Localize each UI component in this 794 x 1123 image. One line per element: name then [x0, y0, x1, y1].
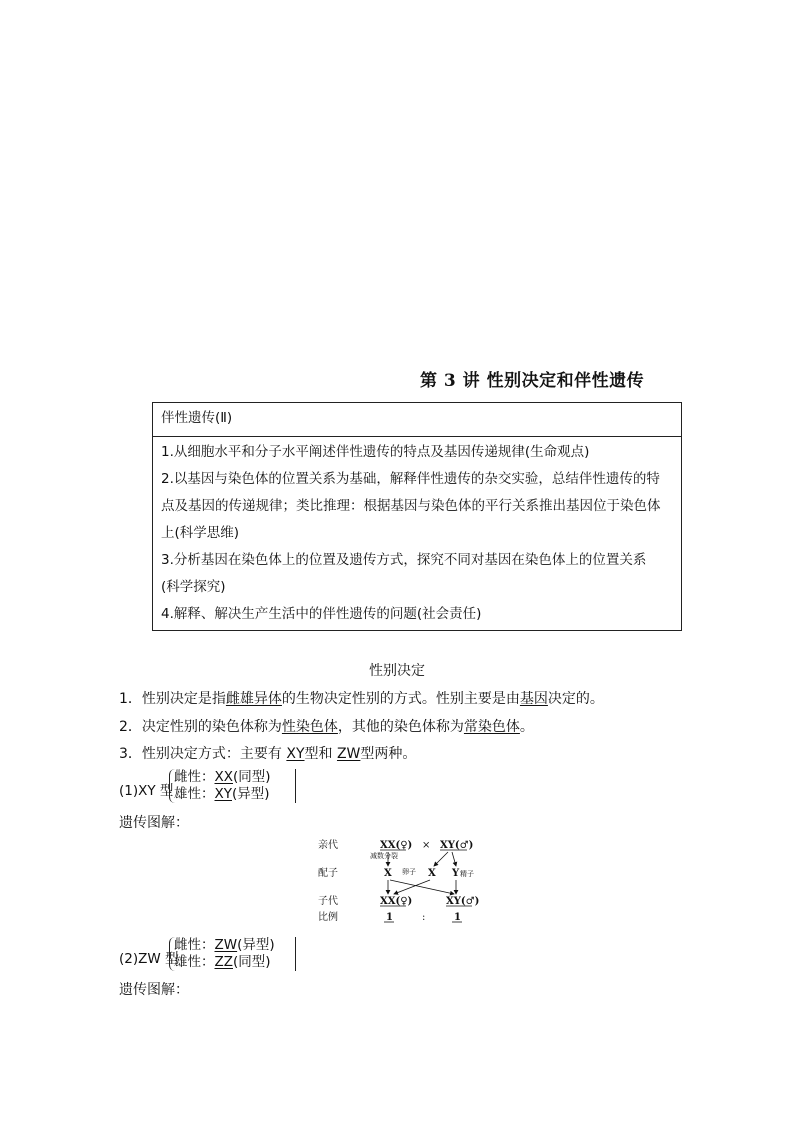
- xy-male: 雄性：XY(异型): [174, 786, 270, 802]
- zw-brace: [169, 937, 275, 971]
- ratio-a: 1: [386, 912, 393, 923]
- row-gamete: 配子: [318, 868, 338, 879]
- answer-blank: XY: [286, 746, 305, 762]
- objective-line: 1.从细胞水平和分子水平阐述伴性遗传的特点及基因传递规律(生命观点): [161, 444, 590, 460]
- diagram-label: 遗传图解：: [119, 982, 189, 998]
- page-title: 第 3 讲 性别决定和伴性遗传: [420, 371, 645, 391]
- section-title: 性别决定: [369, 663, 425, 679]
- gamete-x1: X: [384, 868, 392, 879]
- answer-blank: 性染色体: [281, 719, 338, 735]
- xy-label: (1)XY 型: [119, 783, 174, 799]
- text: 决定的。: [547, 691, 604, 707]
- sperm-label: 精子: [460, 870, 474, 878]
- xy-female: 雌性：XX(同型): [174, 769, 271, 785]
- answer-blank: 雌雄异体: [225, 691, 282, 707]
- objective-line: 4.解释、解决生产生活中的伴性遗传的问题(社会责任): [161, 606, 482, 622]
- objectives-header: 伴性遗传(Ⅱ): [153, 403, 681, 437]
- parent-male: XY(♂): [440, 840, 474, 851]
- objective-line: 3.分析基因在染色体上的位置及遗传方式，探究不同对基因在染色体上的位置关系: [161, 552, 647, 568]
- row-parent: 亲代: [318, 840, 338, 851]
- text: 型和: [304, 746, 337, 762]
- answer-blank: 常染色体: [463, 719, 520, 735]
- text: 3．性别决定方式：主要有: [119, 746, 287, 762]
- objective-line: (科学探究): [161, 579, 226, 595]
- text: 型两种。: [360, 746, 417, 762]
- paragraph-3: [119, 743, 416, 763]
- text: 2．决定性别的染色体称为: [119, 719, 282, 735]
- inheritance-diagram: [310, 832, 510, 932]
- diagram-label: 遗传图解：: [119, 815, 189, 831]
- ratio-b: 1: [454, 912, 461, 923]
- text: ，其他的染色体称为: [337, 719, 464, 735]
- zw-label: (2)ZW 型: [119, 951, 179, 967]
- zw-male: 雄性：ZZ(同型): [174, 954, 271, 970]
- offspring-female: XX(♀): [380, 896, 413, 907]
- objective-line: 上(科学思维): [161, 525, 240, 541]
- cross-symbol: ×: [422, 840, 431, 851]
- brace-close: [292, 937, 296, 971]
- answer-blank: 基因: [519, 691, 548, 707]
- gamete-x2: X: [428, 868, 436, 879]
- text: 1．性别决定是指: [119, 691, 226, 707]
- objective-line: 2.以基因与染色体的位置关系为基础，解释伴性遗传的杂交实验，总结伴性遗传的特: [161, 471, 660, 487]
- ratio-separator: :: [422, 912, 426, 923]
- xy-type-block: [119, 769, 319, 805]
- offspring-male: XY(♂): [446, 896, 480, 907]
- gamete-y: Y: [452, 868, 460, 879]
- text: 。: [519, 719, 534, 735]
- objectives-body: [153, 437, 681, 630]
- paragraph-1: [119, 688, 604, 708]
- paragraph-2: [119, 716, 534, 736]
- objectives-table: [152, 402, 682, 631]
- zw-type-block: [119, 937, 319, 973]
- egg-label: 卵子: [402, 868, 416, 876]
- meiosis-label: 减数分裂: [370, 852, 398, 860]
- parent-female: XX(♀): [380, 840, 413, 851]
- xy-brace: [169, 769, 271, 803]
- objective-line: 点及基因的传递规律；类比推理：根据基因与染色体的平行关系推出基因位于染色体: [161, 498, 661, 514]
- text: 的生物决定性别的方式。性别主要是由: [281, 691, 520, 707]
- row-ratio: 比例: [318, 912, 338, 923]
- arrow: [452, 852, 456, 866]
- arrow: [434, 852, 448, 866]
- row-offspring: 子代: [318, 896, 338, 907]
- answer-blank: ZW: [336, 746, 361, 762]
- brace-close: [292, 769, 296, 803]
- zw-female: 雌性：ZW(异型): [174, 937, 275, 953]
